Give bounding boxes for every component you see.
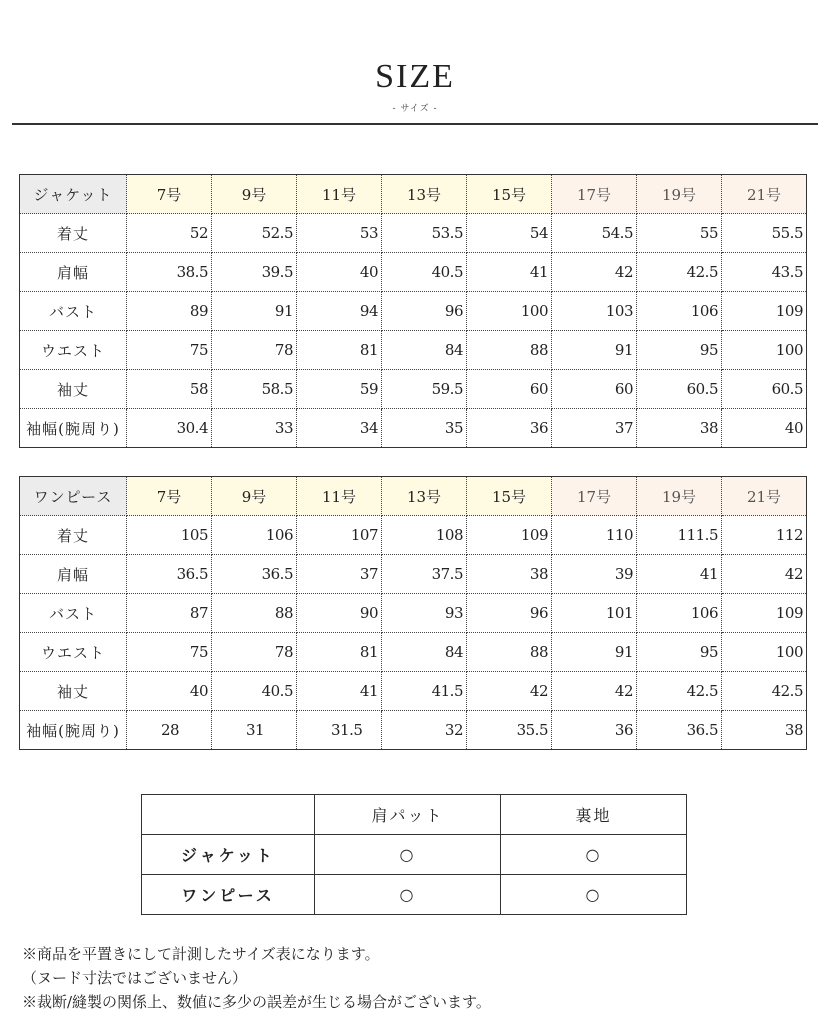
measurement-value: 106 (637, 292, 722, 331)
measurement-value: 28 (127, 711, 212, 750)
measurement-value: 42 (722, 555, 807, 594)
title-divider (12, 123, 818, 125)
measurement-value: 35.5 (467, 711, 552, 750)
measurement-value: 41 (637, 555, 722, 594)
size-column-header: 21号 (722, 477, 807, 516)
note-line: ※裁断/縫製の関係上、数値に多少の誤差が生じる場合がございます。 (22, 993, 491, 1011)
measurement-value: 78 (212, 633, 297, 672)
measurement-value: 31 (212, 711, 297, 750)
measurement-value: 55 (637, 214, 722, 253)
features-header-cell: 裏地 (501, 795, 687, 835)
size-column-header: 17号 (552, 477, 637, 516)
table-row (20, 331, 807, 370)
measurement-value: 38 (784, 721, 803, 739)
measurement-value: 88 (467, 331, 552, 370)
measurement-value: 75 (127, 633, 212, 672)
features-row-label: ジャケット (142, 835, 315, 875)
measurement-value: 40 (297, 253, 382, 292)
measurement-value: 109 (722, 292, 807, 331)
features-header-cell (142, 795, 315, 835)
measurement-value: 40.5 (212, 672, 297, 711)
features-cell: ○ (315, 875, 501, 915)
features-header-row (142, 795, 687, 835)
measurement-value: 37 (552, 409, 637, 448)
measurement-value: 39.5 (212, 253, 297, 292)
measurement-value: 58 (127, 370, 212, 409)
table-row (20, 214, 807, 253)
measurement-value: 59 (297, 370, 382, 409)
measurement-label: 肩幅 (20, 555, 127, 594)
measurement-value: 40.5 (382, 253, 467, 292)
size-column-header: 9号 (212, 175, 297, 214)
measurement-value: 78 (212, 331, 297, 370)
table-row (20, 672, 807, 711)
measurement-value: 108 (382, 516, 467, 555)
measurement-value: 58.5 (212, 370, 297, 409)
measurement-label: ウエスト (20, 331, 127, 370)
measurement-value: 84 (382, 331, 467, 370)
table-row (20, 633, 807, 672)
size-column-header: 11号 (297, 477, 382, 516)
size-column-header: 7号 (127, 175, 212, 214)
measurement-value: 100 (722, 331, 807, 370)
measurement-value: 100 (467, 292, 552, 331)
measurement-value: 103 (552, 292, 637, 331)
measurement-label: 袖丈 (20, 370, 127, 409)
measurement-value: 42.5 (637, 672, 722, 711)
size-column-header: 21号 (722, 175, 807, 214)
measurement-value: 36.5 (212, 555, 297, 594)
table-row (20, 711, 807, 750)
table-category-label: ワンピース (20, 477, 127, 516)
table-row (20, 555, 807, 594)
notes (22, 942, 491, 1014)
measurement-value: 110 (552, 516, 637, 555)
features-header-cell: 肩パット (315, 795, 501, 835)
measurement-value: 37.5 (382, 555, 467, 594)
measurement-value: 91 (212, 292, 297, 331)
jacket-size-table (19, 174, 807, 448)
size-column-header: 15号 (467, 175, 552, 214)
measurement-value: 43.5 (722, 253, 807, 292)
size-header-row (20, 175, 807, 214)
table-category-label: ジャケット (20, 175, 127, 214)
measurement-label: 着丈 (20, 214, 127, 253)
measurement-value: 75 (127, 331, 212, 370)
measurement-value: 87 (127, 594, 212, 633)
measurement-label: 肩幅 (20, 253, 127, 292)
features-row-label: ワンピース (142, 875, 315, 915)
note-line: ※商品を平置きにして計測したサイズ表になります。 (22, 945, 380, 963)
measurement-value: 38 (637, 409, 722, 448)
measurement-value: 54.5 (552, 214, 637, 253)
measurement-value: 90 (297, 594, 382, 633)
measurement-value: 39 (552, 555, 637, 594)
measurement-value: 60.5 (722, 370, 807, 409)
features-row (142, 875, 687, 915)
measurement-value: 84 (382, 633, 467, 672)
measurement-value: 42 (552, 672, 637, 711)
measurement-label: バスト (20, 594, 127, 633)
measurement-value: 89 (127, 292, 212, 331)
note-line: （ヌード寸法ではございません） (22, 969, 248, 987)
measurement-value: 88 (212, 594, 297, 633)
features-cell: ○ (501, 875, 687, 915)
measurement-value: 107 (297, 516, 382, 555)
measurement-value: 60 (552, 370, 637, 409)
size-header-row (20, 477, 807, 516)
measurement-value: 60 (467, 370, 552, 409)
measurement-value: 54 (467, 214, 552, 253)
measurement-value: 31.5 (297, 711, 382, 750)
measurement-value: 60.5 (637, 370, 722, 409)
measurement-value: 101 (552, 594, 637, 633)
measurement-value: 35 (382, 409, 467, 448)
measurement-value: 34 (297, 409, 382, 448)
measurement-value: 52 (127, 214, 212, 253)
measurement-value: 37 (297, 555, 382, 594)
measurement-value: 91 (552, 331, 637, 370)
measurement-value: 42.5 (722, 672, 807, 711)
table-row (20, 594, 807, 633)
size-column-header: 15号 (467, 477, 552, 516)
measurement-value: 112 (722, 516, 807, 555)
measurement-value: 95 (637, 331, 722, 370)
measurement-value: 81 (297, 633, 382, 672)
measurement-value: 41.5 (382, 672, 467, 711)
measurement-value: 40 (127, 672, 212, 711)
table-row (20, 370, 807, 409)
onepiece-size-table (19, 476, 807, 750)
measurement-label: 袖丈 (20, 672, 127, 711)
page-title: SIZE (375, 58, 455, 95)
measurement-value: 36 (552, 711, 637, 750)
size-column-header: 19号 (637, 477, 722, 516)
measurement-value: 42.5 (637, 253, 722, 292)
measurement-label: 着丈 (20, 516, 127, 555)
measurement-value: 36 (467, 409, 552, 448)
measurement-value: 42 (552, 253, 637, 292)
measurement-value: 109 (722, 594, 807, 633)
measurement-value: 55.5 (722, 214, 807, 253)
measurement-value: 32 (382, 711, 467, 750)
size-column-header: 11号 (297, 175, 382, 214)
measurement-value: 95 (637, 633, 722, 672)
measurement-value: 106 (212, 516, 297, 555)
measurement-value: 41 (297, 672, 382, 711)
size-column-header: 9号 (212, 477, 297, 516)
measurement-value: 88 (467, 633, 552, 672)
measurement-label: バスト (20, 292, 127, 331)
size-column-header: 13号 (382, 477, 467, 516)
measurement-value: 96 (467, 594, 552, 633)
measurement-value: 59.5 (382, 370, 467, 409)
measurement-value: 94 (297, 292, 382, 331)
measurement-value: 53 (297, 214, 382, 253)
measurement-value: 53.5 (382, 214, 467, 253)
features-cell: ○ (315, 835, 501, 875)
measurement-value: 36.5 (637, 711, 722, 750)
size-column-header: 17号 (552, 175, 637, 214)
measurement-value: 106 (637, 594, 722, 633)
measurement-value: 105 (127, 516, 212, 555)
size-column-header: 13号 (382, 175, 467, 214)
measurement-value: 91 (552, 633, 637, 672)
measurement-value: 40 (784, 419, 803, 437)
measurement-value: 81 (297, 331, 382, 370)
size-column-header: 19号 (637, 175, 722, 214)
measurement-value: 30.4 (127, 409, 212, 448)
measurement-value: 111.5 (637, 516, 722, 555)
table-row (20, 292, 807, 331)
measurement-value: 42 (467, 672, 552, 711)
measurement-label: ウエスト (20, 633, 127, 672)
table-row (20, 516, 807, 555)
measurement-value: 36.5 (127, 555, 212, 594)
features-row (142, 835, 687, 875)
table-row (20, 409, 807, 448)
measurement-label: 袖幅(腕周り) (20, 711, 127, 750)
measurement-value: 38 (467, 555, 552, 594)
measurement-value: 52.5 (212, 214, 297, 253)
measurement-value: 41 (467, 253, 552, 292)
measurement-value: 33 (212, 409, 297, 448)
measurement-value: 109 (467, 516, 552, 555)
features-cell: ○ (501, 835, 687, 875)
measurement-value: 100 (722, 633, 807, 672)
size-column-header: 7号 (127, 477, 212, 516)
page-subtitle: - サイズ - (392, 104, 438, 114)
features-table (141, 794, 687, 915)
measurement-value: 96 (382, 292, 467, 331)
measurement-label: 袖幅(腕周り) (20, 409, 127, 448)
measurement-value: 38.5 (127, 253, 212, 292)
table-row (20, 253, 807, 292)
measurement-value: 93 (382, 594, 467, 633)
